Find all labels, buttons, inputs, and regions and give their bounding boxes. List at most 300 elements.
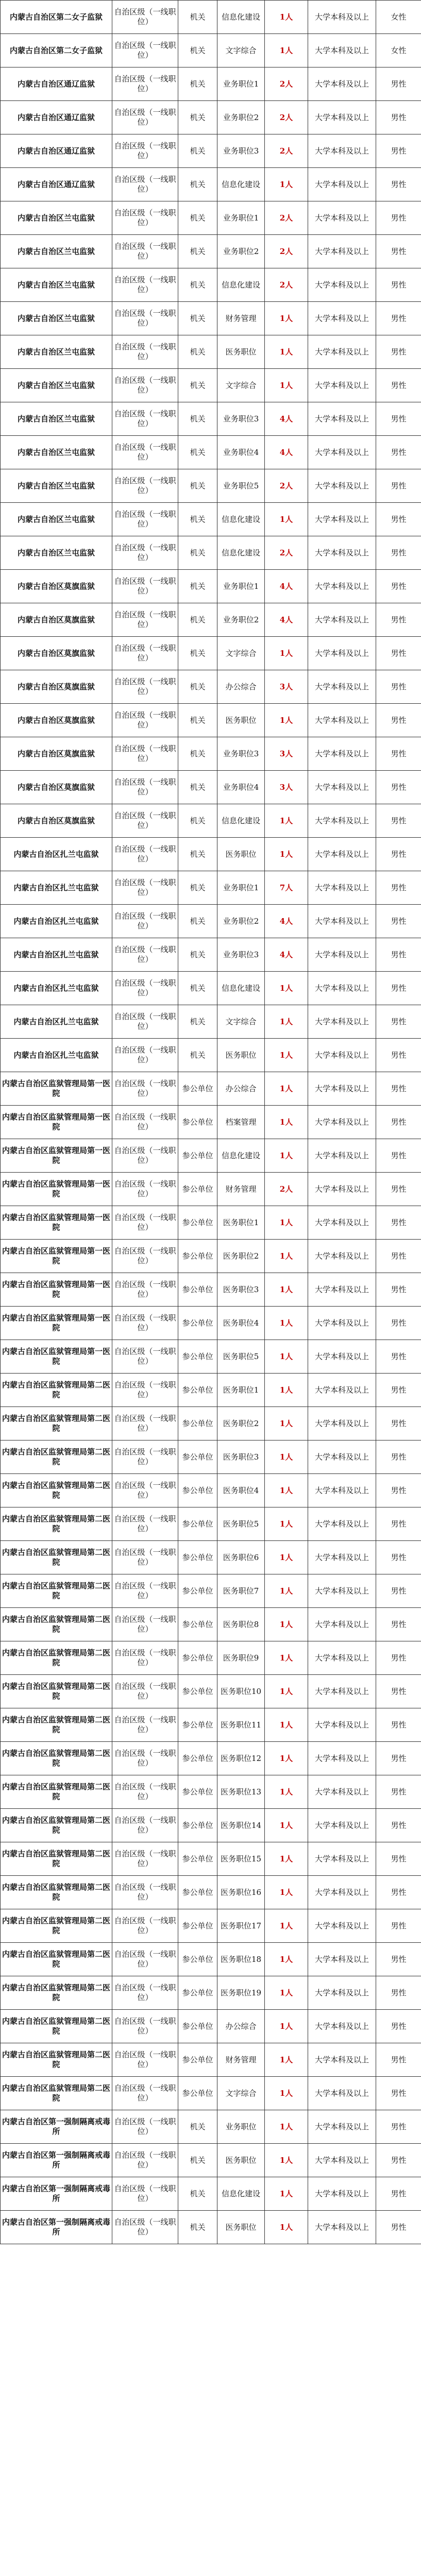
level-cell: 自治区级（一线职位） <box>112 369 178 402</box>
table-row <box>1 838 421 871</box>
type-cell: 机关 <box>178 34 217 67</box>
gender-cell: 男性 <box>376 938 421 972</box>
count-cell: 1人 <box>265 1641 308 1675</box>
position-cell: 办公综合 <box>217 2010 265 2043</box>
count-cell: 1人 <box>265 1708 308 1742</box>
gender-cell: 男性 <box>376 1139 421 1173</box>
table-row <box>1 2010 421 2043</box>
position-cell: 医务职位 <box>217 2211 265 2244</box>
count-cell: 1人 <box>265 1842 308 1876</box>
count-cell: 1人 <box>265 972 308 1005</box>
table-row <box>1 402 421 436</box>
education-cell: 大学本科及以上 <box>308 168 376 201</box>
count-cell: 4人 <box>265 402 308 436</box>
count-cell: 1人 <box>265 369 308 402</box>
org-cell: 内蒙古自治区监狱管理局第一医院 <box>1 1273 112 1307</box>
type-cell: 机关 <box>178 938 217 972</box>
table-row <box>1 101 421 134</box>
gender-cell: 男性 <box>376 168 421 201</box>
level-cell: 自治区级（一线职位） <box>112 2077 178 2110</box>
gender-cell: 男性 <box>376 2010 421 2043</box>
count-cell: 1人 <box>265 1876 308 1909</box>
level-cell: 自治区级（一线职位） <box>112 1507 178 1541</box>
education-cell: 大学本科及以上 <box>308 1273 376 1307</box>
count-cell: 4人 <box>265 905 308 938</box>
count-cell: 1人 <box>265 1307 308 1340</box>
type-cell: 机关 <box>178 302 217 335</box>
position-cell: 办公综合 <box>217 670 265 704</box>
position-cell: 信息化建设 <box>217 503 265 536</box>
table-row <box>1 1072 421 1106</box>
org-cell: 内蒙古自治区扎兰屯监狱 <box>1 905 112 938</box>
gender-cell: 男性 <box>376 972 421 1005</box>
level-cell: 自治区级（一线职位） <box>112 871 178 905</box>
table-row <box>1 436 421 469</box>
level-cell: 自治区级（一线职位） <box>112 1775 178 1809</box>
type-cell: 机关 <box>178 2110 217 2144</box>
level-cell: 自治区级（一线职位） <box>112 235 178 268</box>
gender-cell: 男性 <box>376 503 421 536</box>
education-cell: 大学本科及以上 <box>308 469 376 503</box>
count-cell: 1人 <box>265 2177 308 2211</box>
table-row <box>1 670 421 704</box>
count-cell: 1人 <box>265 1608 308 1641</box>
level-cell: 自治区级（一线职位） <box>112 101 178 134</box>
level-cell: 自治区级（一线职位） <box>112 670 178 704</box>
type-cell: 参公单位 <box>178 1976 217 2010</box>
position-cell: 业务职位3 <box>217 737 265 771</box>
count-cell: 1人 <box>265 1675 308 1708</box>
table-row <box>1 1842 421 1876</box>
type-cell: 参公单位 <box>178 1072 217 1106</box>
table-row <box>1 1708 421 1742</box>
count-cell: 1人 <box>265 335 308 369</box>
level-cell: 自治区级（一线职位） <box>112 302 178 335</box>
education-cell: 大学本科及以上 <box>308 1039 376 1072</box>
type-cell: 参公单位 <box>178 1340 217 1374</box>
count-cell: 4人 <box>265 603 308 637</box>
position-cell: 医务职位1 <box>217 1206 265 1240</box>
level-cell: 自治区级（一线职位） <box>112 536 178 570</box>
position-cell: 业务职位1 <box>217 201 265 235</box>
table-row <box>1 737 421 771</box>
count-cell: 1人 <box>265 1 308 34</box>
level-cell: 自治区级（一线职位） <box>112 2144 178 2177</box>
type-cell: 参公单位 <box>178 1139 217 1173</box>
table-row <box>1 1240 421 1273</box>
table-row <box>1 2077 421 2110</box>
table-row <box>1 2043 421 2077</box>
education-cell: 大学本科及以上 <box>308 1206 376 1240</box>
position-cell: 业务职位4 <box>217 436 265 469</box>
gender-cell: 男性 <box>376 804 421 838</box>
gender-cell: 男性 <box>376 871 421 905</box>
org-cell: 内蒙古自治区莫旗监狱 <box>1 570 112 603</box>
count-cell: 2人 <box>265 201 308 235</box>
level-cell: 自治区级（一线职位） <box>112 1440 178 1474</box>
org-cell: 内蒙古自治区监狱管理局第二医院 <box>1 1976 112 2010</box>
education-cell: 大学本科及以上 <box>308 134 376 168</box>
level-cell: 自治区级（一线职位） <box>112 268 178 302</box>
gender-cell: 男性 <box>376 402 421 436</box>
table-row <box>1 1440 421 1474</box>
education-cell: 大学本科及以上 <box>308 972 376 1005</box>
org-cell: 内蒙古自治区监狱管理局第二医院 <box>1 1574 112 1608</box>
gender-cell: 男性 <box>376 1842 421 1876</box>
level-cell: 自治区级（一线职位） <box>112 603 178 637</box>
gender-cell: 男性 <box>376 1909 421 1943</box>
type-cell: 机关 <box>178 737 217 771</box>
count-cell: 1人 <box>265 2010 308 2043</box>
position-cell: 业务职位1 <box>217 871 265 905</box>
count-cell: 1人 <box>265 1775 308 1809</box>
type-cell: 机关 <box>178 972 217 1005</box>
gender-cell: 男性 <box>376 1106 421 1139</box>
education-cell: 大学本科及以上 <box>308 1 376 34</box>
position-cell: 医务职位12 <box>217 1742 265 1775</box>
gender-cell: 男性 <box>376 235 421 268</box>
org-cell: 内蒙古自治区扎兰屯监狱 <box>1 938 112 972</box>
count-cell: 1人 <box>265 1541 308 1574</box>
org-cell: 内蒙古自治区监狱管理局第二医院 <box>1 1742 112 1775</box>
gender-cell: 男性 <box>376 1608 421 1641</box>
gender-cell: 男性 <box>376 1340 421 1374</box>
gender-cell: 男性 <box>376 536 421 570</box>
org-cell: 内蒙古自治区兰屯监狱 <box>1 201 112 235</box>
count-cell: 1人 <box>265 1005 308 1039</box>
table-row <box>1 469 421 503</box>
position-cell: 医务职位15 <box>217 1842 265 1876</box>
type-cell: 机关 <box>178 670 217 704</box>
gender-cell: 男性 <box>376 1407 421 1440</box>
education-cell: 大学本科及以上 <box>308 503 376 536</box>
level-cell: 自治区级（一线职位） <box>112 704 178 737</box>
education-cell: 大学本科及以上 <box>308 1876 376 1909</box>
level-cell: 自治区级（一线职位） <box>112 771 178 804</box>
education-cell: 大学本科及以上 <box>308 2043 376 2077</box>
org-cell: 内蒙古自治区监狱管理局第一医院 <box>1 1206 112 1240</box>
level-cell: 自治区级（一线职位） <box>112 1876 178 1909</box>
education-cell: 大学本科及以上 <box>308 1374 376 1407</box>
count-cell: 1人 <box>265 302 308 335</box>
org-cell: 内蒙古自治区监狱管理局第二医院 <box>1 1641 112 1675</box>
position-cell: 业务职位3 <box>217 134 265 168</box>
position-cell: 医务职位 <box>217 838 265 871</box>
type-cell: 机关 <box>178 637 217 670</box>
type-cell: 参公单位 <box>178 1775 217 1809</box>
table-row <box>1 804 421 838</box>
level-cell: 自治区级（一线职位） <box>112 1340 178 1374</box>
level-cell: 自治区级（一线职位） <box>112 1407 178 1440</box>
count-cell: 1人 <box>265 804 308 838</box>
position-cell: 业务职位4 <box>217 771 265 804</box>
count-cell: 1人 <box>265 1507 308 1541</box>
level-cell: 自治区级（一线职位） <box>112 1039 178 1072</box>
education-cell: 大学本科及以上 <box>308 1943 376 1976</box>
count-cell: 7人 <box>265 871 308 905</box>
level-cell: 自治区级（一线职位） <box>112 1273 178 1307</box>
type-cell: 机关 <box>178 2144 217 2177</box>
level-cell: 自治区级（一线职位） <box>112 938 178 972</box>
table-row <box>1 1039 421 1072</box>
education-cell: 大学本科及以上 <box>308 2110 376 2144</box>
count-cell: 1人 <box>265 168 308 201</box>
gender-cell: 男性 <box>376 134 421 168</box>
gender-cell: 男性 <box>376 469 421 503</box>
position-cell: 医务职位6 <box>217 1541 265 1574</box>
type-cell: 机关 <box>178 101 217 134</box>
education-cell: 大学本科及以上 <box>308 335 376 369</box>
gender-cell: 女性 <box>376 1 421 34</box>
education-cell: 大学本科及以上 <box>308 101 376 134</box>
gender-cell: 男性 <box>376 1507 421 1541</box>
type-cell: 参公单位 <box>178 1173 217 1206</box>
education-cell: 大学本科及以上 <box>308 1541 376 1574</box>
education-cell: 大学本科及以上 <box>308 2211 376 2244</box>
count-cell: 4人 <box>265 938 308 972</box>
education-cell: 大学本科及以上 <box>308 905 376 938</box>
type-cell: 机关 <box>178 1 217 34</box>
table-row <box>1 1173 421 1206</box>
level-cell: 自治区级（一线职位） <box>112 469 178 503</box>
org-cell: 内蒙古自治区第二女子监狱 <box>1 34 112 67</box>
type-cell: 参公单位 <box>178 1407 217 1440</box>
org-cell: 内蒙古自治区扎兰屯监狱 <box>1 972 112 1005</box>
org-cell: 内蒙古自治区监狱管理局第二医院 <box>1 1842 112 1876</box>
position-cell: 医务职位14 <box>217 1809 265 1842</box>
position-cell: 医务职位3 <box>217 1273 265 1307</box>
org-cell: 内蒙古自治区扎兰屯监狱 <box>1 1005 112 1039</box>
gender-cell: 男性 <box>376 2144 421 2177</box>
gender-cell: 男性 <box>376 369 421 402</box>
type-cell: 参公单位 <box>178 1440 217 1474</box>
education-cell: 大学本科及以上 <box>308 2010 376 2043</box>
table-row <box>1 335 421 369</box>
position-cell: 档案管理 <box>217 1106 265 1139</box>
position-cell: 办公综合 <box>217 1072 265 1106</box>
table-row <box>1 1943 421 1976</box>
count-cell: 1人 <box>265 503 308 536</box>
gender-cell: 男性 <box>376 905 421 938</box>
org-cell: 内蒙古自治区监狱管理局第一医院 <box>1 1139 112 1173</box>
table-row <box>1 1809 421 1842</box>
count-cell: 1人 <box>265 1976 308 2010</box>
position-cell: 医务职位 <box>217 704 265 737</box>
table-row <box>1 2110 421 2144</box>
education-cell: 大学本科及以上 <box>308 871 376 905</box>
org-cell: 内蒙古自治区第二女子监狱 <box>1 1 112 34</box>
table-row <box>1 637 421 670</box>
table-row <box>1 1106 421 1139</box>
education-cell: 大学本科及以上 <box>308 1072 376 1106</box>
table-row <box>1 905 421 938</box>
count-cell: 1人 <box>265 1240 308 1273</box>
education-cell: 大学本科及以上 <box>308 1407 376 1440</box>
count-cell: 4人 <box>265 570 308 603</box>
level-cell: 自治区级（一线职位） <box>112 637 178 670</box>
count-cell: 1人 <box>265 2211 308 2244</box>
education-cell: 大学本科及以上 <box>308 637 376 670</box>
position-cell: 财务管理 <box>217 1173 265 1206</box>
level-cell: 自治区级（一线职位） <box>112 1976 178 2010</box>
org-cell: 内蒙古自治区兰屯监狱 <box>1 335 112 369</box>
table-row <box>1 1574 421 1608</box>
org-cell: 内蒙古自治区监狱管理局第二医院 <box>1 2010 112 2043</box>
gender-cell: 男性 <box>376 570 421 603</box>
org-cell: 内蒙古自治区兰屯监狱 <box>1 302 112 335</box>
education-cell: 大学本科及以上 <box>308 1675 376 1708</box>
gender-cell: 男性 <box>376 637 421 670</box>
table-row <box>1 268 421 302</box>
type-cell: 机关 <box>178 771 217 804</box>
table-row <box>1 201 421 235</box>
position-cell: 信息化建设 <box>217 168 265 201</box>
gender-cell: 男性 <box>376 101 421 134</box>
table-row <box>1 2211 421 2244</box>
table-row <box>1 1374 421 1407</box>
level-cell: 自治区级（一线职位） <box>112 1608 178 1641</box>
type-cell: 参公单位 <box>178 1273 217 1307</box>
type-cell: 参公单位 <box>178 1240 217 1273</box>
type-cell: 机关 <box>178 436 217 469</box>
table-row <box>1 704 421 737</box>
education-cell: 大学本科及以上 <box>308 603 376 637</box>
table-row <box>1 1541 421 1574</box>
type-cell: 参公单位 <box>178 1876 217 1909</box>
education-cell: 大学本科及以上 <box>308 1173 376 1206</box>
position-cell: 医务职位8 <box>217 1608 265 1641</box>
level-cell: 自治区级（一线职位） <box>112 1206 178 1240</box>
position-cell: 文字综合 <box>217 2077 265 2110</box>
table-row <box>1 1273 421 1307</box>
table-row <box>1 1507 421 1541</box>
position-cell: 财务管理 <box>217 2043 265 2077</box>
table-row <box>1 1976 421 2010</box>
count-cell: 1人 <box>265 1106 308 1139</box>
gender-cell: 男性 <box>376 603 421 637</box>
type-cell: 机关 <box>178 168 217 201</box>
gender-cell: 男性 <box>376 67 421 101</box>
position-cell: 医务职位16 <box>217 1876 265 1909</box>
org-cell: 内蒙古自治区通辽监狱 <box>1 101 112 134</box>
position-cell: 医务职位2 <box>217 1240 265 1273</box>
gender-cell: 男性 <box>376 1742 421 1775</box>
education-cell: 大学本科及以上 <box>308 737 376 771</box>
level-cell: 自治区级（一线职位） <box>112 1 178 34</box>
education-cell: 大学本科及以上 <box>308 268 376 302</box>
level-cell: 自治区级（一线职位） <box>112 1943 178 1976</box>
count-cell: 1人 <box>265 1742 308 1775</box>
org-cell: 内蒙古自治区通辽监狱 <box>1 67 112 101</box>
table-row <box>1 34 421 67</box>
gender-cell: 男性 <box>376 1474 421 1507</box>
table-row <box>1 1340 421 1374</box>
type-cell: 参公单位 <box>178 1474 217 1507</box>
position-cell: 医务职位11 <box>217 1708 265 1742</box>
position-cell: 信息化建设 <box>217 972 265 1005</box>
count-cell: 3人 <box>265 737 308 771</box>
org-cell: 内蒙古自治区兰屯监狱 <box>1 402 112 436</box>
level-cell: 自治区级（一线职位） <box>112 570 178 603</box>
position-cell: 财务管理 <box>217 302 265 335</box>
table-row <box>1 570 421 603</box>
position-cell: 医务职位17 <box>217 1909 265 1943</box>
type-cell: 参公单位 <box>178 1708 217 1742</box>
gender-cell: 男性 <box>376 1005 421 1039</box>
org-cell: 内蒙古自治区第一强制隔离戒毒所 <box>1 2144 112 2177</box>
type-cell: 参公单位 <box>178 1541 217 1574</box>
table-row <box>1 603 421 637</box>
position-cell: 信息化建设 <box>217 268 265 302</box>
level-cell: 自治区级（一线职位） <box>112 2110 178 2144</box>
education-cell: 大学本科及以上 <box>308 369 376 402</box>
org-cell: 内蒙古自治区莫旗监狱 <box>1 637 112 670</box>
org-cell: 内蒙古自治区兰屯监狱 <box>1 268 112 302</box>
type-cell: 机关 <box>178 804 217 838</box>
type-cell: 参公单位 <box>178 1641 217 1675</box>
education-cell: 大学本科及以上 <box>308 402 376 436</box>
level-cell: 自治区级（一线职位） <box>112 1675 178 1708</box>
type-cell: 参公单位 <box>178 2043 217 2077</box>
level-cell: 自治区级（一线职位） <box>112 1541 178 1574</box>
level-cell: 自治区级（一线职位） <box>112 503 178 536</box>
org-cell: 内蒙古自治区监狱管理局第二医院 <box>1 1474 112 1507</box>
count-cell: 1人 <box>265 1273 308 1307</box>
table-row <box>1 536 421 570</box>
type-cell: 参公单位 <box>178 1842 217 1876</box>
level-cell: 自治区级（一线职位） <box>112 1474 178 1507</box>
level-cell: 自治区级（一线职位） <box>112 1809 178 1842</box>
level-cell: 自治区级（一线职位） <box>112 905 178 938</box>
gender-cell: 男性 <box>376 1943 421 1976</box>
gender-cell: 男性 <box>376 704 421 737</box>
education-cell: 大学本科及以上 <box>308 1608 376 1641</box>
education-cell: 大学本科及以上 <box>308 34 376 67</box>
type-cell: 机关 <box>178 503 217 536</box>
position-cell: 医务职位 <box>217 2144 265 2177</box>
education-cell: 大学本科及以上 <box>308 938 376 972</box>
position-cell: 医务职位13 <box>217 1775 265 1809</box>
type-cell: 机关 <box>178 905 217 938</box>
level-cell: 自治区级（一线职位） <box>112 2211 178 2244</box>
position-cell: 业务职位2 <box>217 905 265 938</box>
education-cell: 大学本科及以上 <box>308 1708 376 1742</box>
type-cell: 机关 <box>178 570 217 603</box>
count-cell: 1人 <box>265 2077 308 2110</box>
table-row <box>1 1 421 34</box>
education-cell: 大学本科及以上 <box>308 536 376 570</box>
education-cell: 大学本科及以上 <box>308 570 376 603</box>
position-cell: 信息化建设 <box>217 1139 265 1173</box>
gender-cell: 男性 <box>376 302 421 335</box>
org-cell: 内蒙古自治区监狱管理局第二医院 <box>1 1440 112 1474</box>
education-cell: 大学本科及以上 <box>308 1976 376 2010</box>
org-cell: 内蒙古自治区监狱管理局第二医院 <box>1 2077 112 2110</box>
type-cell: 机关 <box>178 67 217 101</box>
count-cell: 3人 <box>265 771 308 804</box>
education-cell: 大学本科及以上 <box>308 2177 376 2211</box>
org-cell: 内蒙古自治区通辽监狱 <box>1 134 112 168</box>
education-cell: 大学本科及以上 <box>308 2144 376 2177</box>
position-cell: 业务职位3 <box>217 938 265 972</box>
org-cell: 内蒙古自治区监狱管理局第二医院 <box>1 1507 112 1541</box>
org-cell: 内蒙古自治区莫旗监狱 <box>1 737 112 771</box>
type-cell: 参公单位 <box>178 1909 217 1943</box>
type-cell: 参公单位 <box>178 1307 217 1340</box>
type-cell: 机关 <box>178 235 217 268</box>
position-cell: 信息化建设 <box>217 1 265 34</box>
table-row <box>1 369 421 402</box>
